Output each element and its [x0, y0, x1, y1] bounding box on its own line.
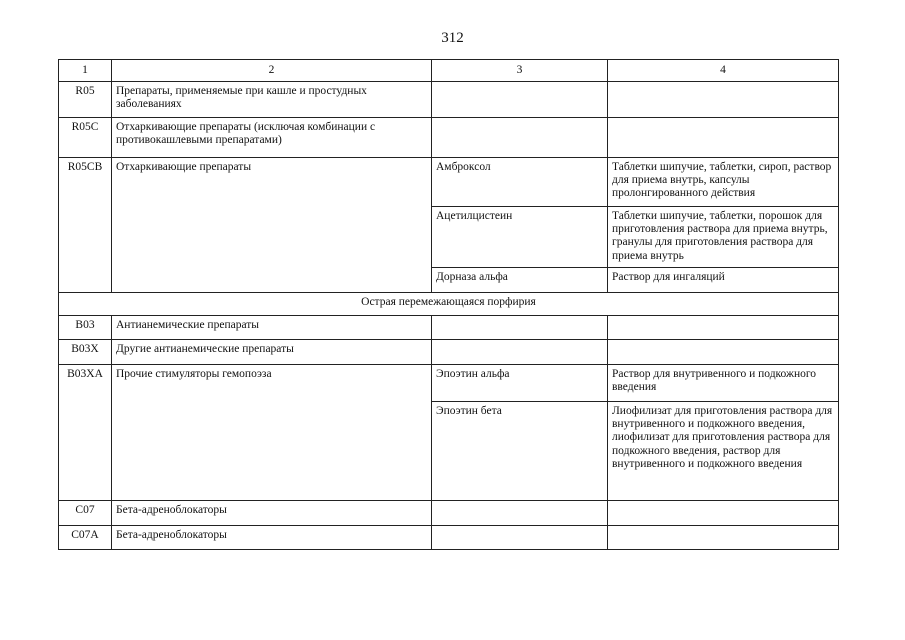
group-name-cell: Бета-адреноблокаторы [112, 526, 432, 550]
dosage-form-cell [608, 82, 839, 118]
group-name-cell: Отхаркивающие препараты (исключая комбинации с противокашлевыми препаратами) [112, 118, 432, 158]
atc-code-cell: R05 [59, 82, 112, 118]
column-header-3: 3 [432, 60, 608, 82]
table-row [59, 118, 839, 158]
atc-code-cell [59, 268, 112, 293]
dosage-form-cell [608, 316, 839, 340]
atc-code-cell: B03X [59, 340, 112, 365]
atc-code-cell [59, 402, 112, 501]
drug-name-cell: Амброксол [432, 158, 608, 207]
atc-code-cell: R05C [59, 118, 112, 158]
table-row [59, 268, 839, 293]
table-row [59, 207, 839, 268]
drug-name-cell: Эпоэтин бета [432, 402, 608, 501]
page-number: 312 [441, 30, 464, 46]
dosage-form-cell: Таблетки шипучие, таблетки, порошок для приготовления раствора для приема внутрь, гранулы для приготовления раствора для приема внутрь [608, 207, 839, 268]
drug-list-table [58, 59, 839, 550]
atc-code-cell: C07 [59, 501, 112, 526]
group-name-cell: Отхаркивающие препараты [112, 158, 432, 207]
table-row [59, 316, 839, 340]
dosage-form-cell: Раствор для внутривенного и подкожного введения [608, 365, 839, 402]
group-name-cell [112, 268, 432, 293]
group-name-cell [112, 402, 432, 501]
group-name-cell: Прочие стимуляторы гемопоэза [112, 365, 432, 402]
dosage-form-cell [608, 340, 839, 365]
section-row [59, 293, 839, 316]
drug-name-cell: Эпоэтин альфа [432, 365, 608, 402]
group-name-cell: Антианемические препараты [112, 316, 432, 340]
dosage-form-cell: Таблетки шипучие, таблетки, сироп, раствор для приема внутрь, капсулы пролонгированного действия [608, 158, 839, 207]
table-row [59, 365, 839, 402]
table-row [59, 340, 839, 365]
drug-name-cell: Дорназа альфа [432, 268, 608, 293]
drug-name-cell [432, 316, 608, 340]
drug-name-cell: Ацетилцистеин [432, 207, 608, 268]
drug-name-cell [432, 526, 608, 550]
column-header-2: 2 [112, 60, 432, 82]
table-row [59, 82, 839, 118]
drug-name-cell [432, 118, 608, 158]
section-title: Острая перемежающаяся порфирия [59, 293, 839, 316]
dosage-form-cell [608, 526, 839, 550]
group-name-cell: Бета-адреноблокаторы [112, 501, 432, 526]
group-name-cell: Другие антианемические препараты [112, 340, 432, 365]
dosage-form-cell: Лиофилизат для приготовления раствора для внутривенного и подкожного введения, лиофилизат для приготовления раствора для подкожного введения, раствор для внутривенного и подкожного введения [608, 402, 839, 501]
table-row [59, 501, 839, 526]
group-name-cell [112, 207, 432, 268]
atc-code-cell: R05CB [59, 158, 112, 207]
atc-code-cell: B03 [59, 316, 112, 340]
column-header-1: 1 [59, 60, 112, 82]
table-row [59, 158, 839, 207]
table-row [59, 526, 839, 550]
drug-name-cell [432, 82, 608, 118]
table-header-row [59, 60, 839, 82]
table-row [59, 402, 839, 501]
atc-code-cell: C07A [59, 526, 112, 550]
drug-name-cell [432, 340, 608, 365]
atc-code-cell [59, 207, 112, 268]
dosage-form-cell [608, 118, 839, 158]
column-header-4: 4 [608, 60, 839, 82]
group-name-cell: Препараты, применяемые при кашле и простудных заболеваниях [112, 82, 432, 118]
drug-name-cell [432, 501, 608, 526]
dosage-form-cell [608, 501, 839, 526]
atc-code-cell: B03XA [59, 365, 112, 402]
dosage-form-cell: Раствор для ингаляций [608, 268, 839, 293]
